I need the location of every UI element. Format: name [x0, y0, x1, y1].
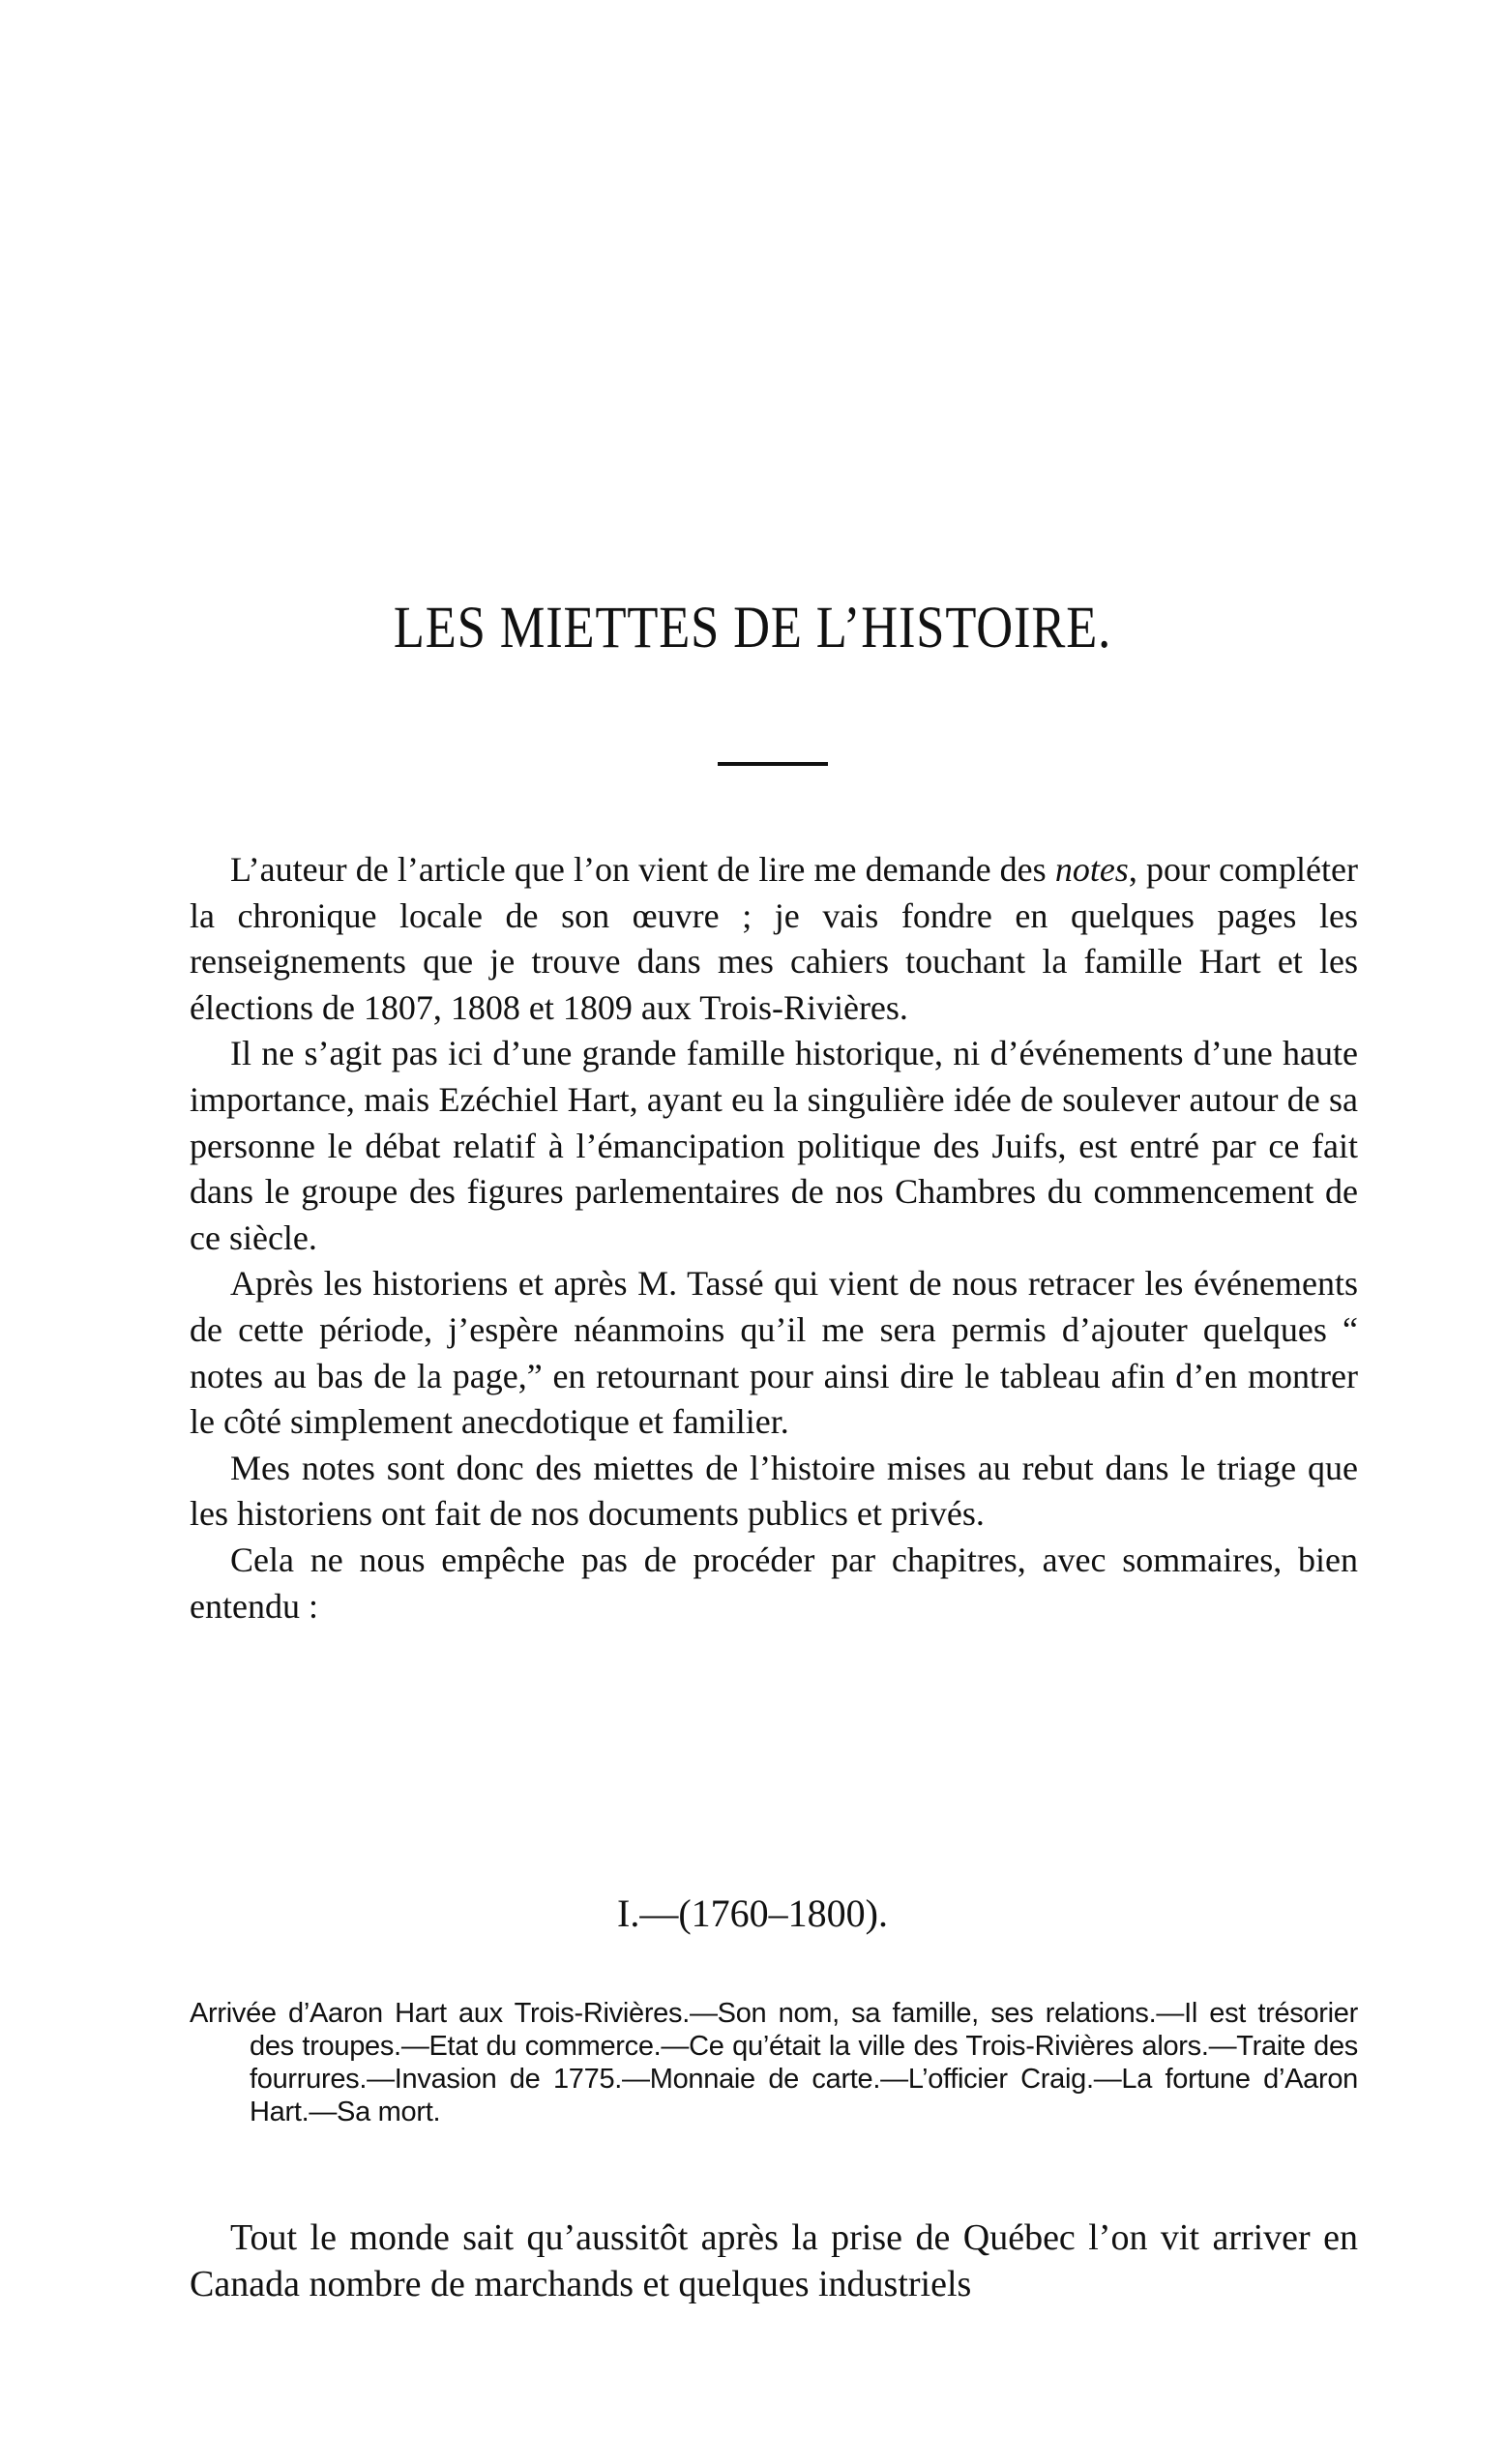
- closing-paragraph: Tout le monde sait qu’aussitôt après la prise de Québec l’on vit arriver en Canada nombre de marchands et quelques industriels: [190, 2217, 1358, 2304]
- notes-italic-word: notes: [1054, 850, 1129, 889]
- page-title: LES MIETTES DE L’HISTOIRE.: [393, 596, 1112, 660]
- paragraph-1-start: L’auteur de l’article que l’on vient de lire me demande des: [230, 850, 1055, 889]
- body-text: [190, 847, 1358, 1629]
- title-divider: [718, 762, 828, 766]
- paragraph-5: Cela ne nous empêche pas de procéder par chapitres, avec sommaires, bien entendu :: [190, 1540, 1358, 1626]
- paragraph-4: Mes notes sont donc des miettes de l’histoire mises au rebut dans le triage que les historiens ont fait de nos documents publics et privés.: [190, 1448, 1358, 1534]
- paragraph-1: [190, 847, 1358, 1031]
- paragraph-3: Après les historiens et après M. Tassé qui vient de nous retracer les événements de cette période, j’espère néanmoins qu’il me sera permis d’ajouter quelques “ notes au bas de la page,” en retournant pour ainsi dire le tableau afin d’en montrer le côté simplement anecdotique et familier.: [190, 1264, 1358, 1442]
- chapter-heading: I.—(1760–1800).: [617, 1892, 888, 1935]
- paragraph-1-end: , pour compléter la chronique locale de son œuvre ; je vais fondre en quelques pages les renseignements que je trouve dans mes cahiers touchant la famille Hart et les élections de 1807, 1808 et 1809 aux Trois-Rivières.: [190, 850, 1358, 1027]
- chapter-summary: Arrivée d’Aaron Hart aux Trois-Rivières.—Son nom, sa famille, ses relations.—Il est trésorier des troupes.—Etat du commerce.—Ce qu’était la ville des Trois-Rivières alors.—Traite des fourrures.—Invasion de 1775.—Monnaie de carte.—L’officier Craig.—La fortune d’Aaron Hart.—Sa mort.: [190, 1998, 1358, 2127]
- paragraph-2: Il ne s’agit pas ici d’une grande famille historique, ni d’événements d’une haute importance, mais Ezéchiel Hart, ayant eu la singulière idée de soulever autour de sa personne le débat relatif à l’émancipation politique des Juifs, est entré par ce fait dans le groupe des figures parlementaires de nos Chambres du commencement de ce siècle.: [190, 1034, 1358, 1257]
